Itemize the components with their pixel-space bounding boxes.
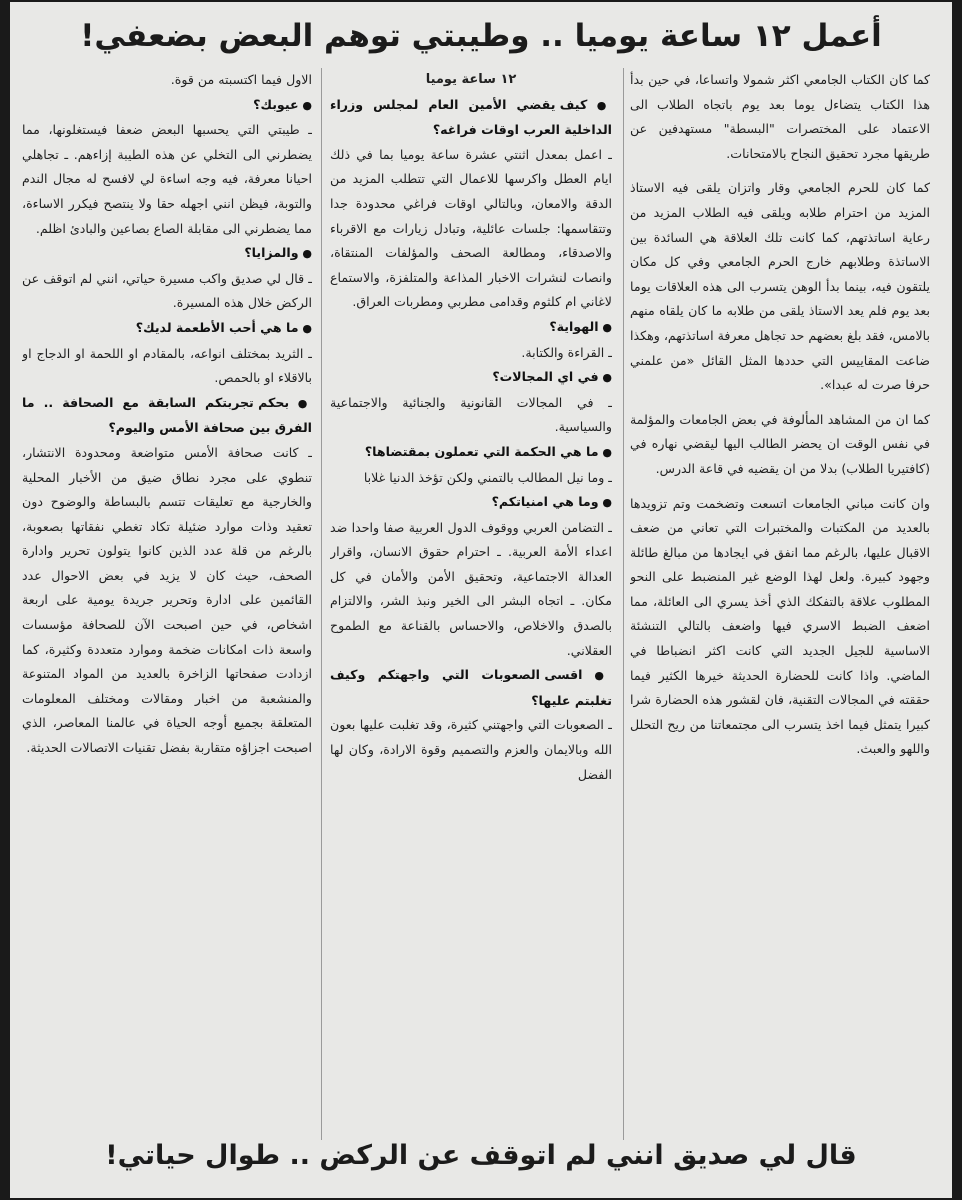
answer: ـ اعمل بمعدل اثنتي عشرة ساعة يوميا بما في ذلك ايام العطل واكرسها للاعمال التي تتطلب المزيد من الدقة والامعان، وبالتالي اوقات فراغي محدودة جدا وتتقاسمها: جلسات عائلية، وتبادل زيارات مع الاقرباء والاصدقاء، ومطالعة الصحف والمؤلفات المنتقاة، وانصات لنشرات الاخبار المذاعة والمتلفزة، والاستماع لاغاني ام كلثوم وقدامى مطربي ومطربات العراق.: [330, 146, 612, 310]
paragraph: وان كانت مباني الجامعات اتسعت وتضخمت وتم تزويدها بالعديد من المكتبات والمختبرات التي تعاني من ضعف الاقبال عليها، بالرغم مما انفق في ايجادها من مبالغ طائلة وجهود كبيرة. ولعل لهذا الوضع غير المنضبط على النحو المطلوب علاقة بالتفكك الذي أخذ يسري الى العائلة، مما اضعف الضبط الاسري فيها واضعف بالتالي التنشئة الاساسية للجيل الجديد التي كانت اكثر انضباطا في الماضي. واذا كانت للحضارة الحديثة خيرها الكثير فيما حققته في المجالات التقنية، فان لقشور هذه الحضارة شرا كبيرا يتمثل فيما اخذ يتسرب الى مجتمعاتنا من ريح التحلل واللهو والعبث.: [630, 495, 930, 757]
answer: ـ في المجالات القانونية والجنائية والاجتماعية والسياسية.: [330, 394, 612, 435]
paragraph: كما كان للحرم الجامعي وقار واتزان يلقى فيه الاستاذ المزيد من احترام طلابه ويلقى فيه الطلاب المزيد من رعاية اساتذتهم، كما كانت تلك العلاقة هي السائدة بين الاساتذة وطلابهم خارج الحرم الجامعي وفي كل مكان يلتقون فيه، بينما بدأ الوهن يتسرب الى هذه العلاقات يوما بعد يوم فلم يعد الاستاذ يلقى من طلابه ما كان يلقاه منهم بالامس، فقد بلغ بعضهم حد تجاهل معرفة اساتذتهم، وهكذا ضاعت المقاييس التي حددها المثل القائل «من علمني حرفا صرت له عبدا».: [630, 180, 930, 393]
column-right: [630, 68, 930, 1140]
answer: ـ الثريد بمختلف انواعه، بالمقادم او اللحمة او الدجاج او بالاقلاء او بالحمص.: [22, 345, 312, 386]
question: ● وما هي امنياتكم؟: [330, 490, 612, 516]
question: ● بحكم تجربتكم السابقة مع الصحافة .. ما الفرق بين صحافة الأمس واليوم؟: [22, 391, 312, 441]
footer-headline: قال لي صديق انني لم اتوقف عن الركض .. طوال حياتي!: [105, 1140, 857, 1171]
paragraph: كما كان الكتاب الجامعي اكثر شمولا واتساعا، في حين بدأ هذا الكتاب يتضاءل يوما بعد يوم باتجاه الطلاب الى الاعتماد على المختصرات "البسطة" مستهدفين عن طريقها مجرد تحقيق النجاح بالامتحانات.: [630, 72, 930, 161]
paragraph: كما ان من المشاهد المألوفة في بعض الجامعات والمؤلمة في نفس الوقت ان يحضر الطالب اليها ليقضي نهاره في (كافتيريا الطلاب) بدلا من ان يقضيه في قاعة الدرس.: [630, 411, 930, 476]
column-divider: [321, 68, 322, 1140]
headline: أعمل ١٢ ساعة يوميا .. وطيبتي توهم البعض بضعفي!: [80, 18, 882, 54]
answer: ـ القراءة والكتابة.: [521, 344, 612, 360]
question: ● الهواية؟: [330, 315, 612, 341]
section-subtitle: ١٢ ساعة يوميا: [425, 72, 517, 87]
question: ● والمزايا؟: [22, 241, 312, 267]
answer: ـ طيبتي التي يحسبها البعض ضعفا فيستغلونها، مما يضطرني الى التخلي عن هذه الطيبة إزاءهم. ـ تجاهلي احيانا معرفة، فيه وجه اساءة لي لافسح له مجال الندم والتوبة، فيظن انني اجهله حقا ولا ينتصح فيكرر الاساءة، مما يضطرني الى مقابلة الصاع بصاعين والبادئ اظلم.: [22, 122, 312, 236]
question: ● في اي المجالات؟: [330, 365, 612, 391]
answer: ـ كانت صحافة الأمس متواضعة ومحدودة الانتشار، تنطوي على مجرد نطاق ضيق من الأخبار المحلية والخارجية مع تعليقات تتسم بالبساطة والوضوح دون تعقيد وذات موارد ضئيلة تكاد تغطي نفقاتها بصعوبة، بالرغم من قلة عدد الذين كانوا يتولون تحرير وادارة الصحف، حيث كان لا يزيد في بعض الاحوال عدد القائمين على ادارة وتحرير جريدة يومية على اربعة اشخاص، في حين اصبحت الآن للصحافة مؤسسات واسعة ذات امكانات ضخمة وموارد متعددة وكثيرة، كما ازدادت صفحاتها الزاخرة بالعديد من المواد المتنوعة والمنشعبة من اخبار ومقالات ومختلف المعلومات المتعلقة بجميع أوجه الحياة في عالمنا المعاصر، الذي اصبحت اجزاؤه متقاربة بفضل تقنيات الاتصالات الحديثة.: [22, 444, 312, 756]
paragraph: الاول فيما اكتسبته من قوة.: [170, 72, 312, 87]
question: ● كيف يقضي الأمين العام لمجلس وزراء الداخلية العرب اوقات فراغه؟: [330, 93, 612, 143]
question: ● عيوبك؟: [22, 93, 312, 119]
column-left: [22, 68, 312, 1140]
newspaper-page: [10, 2, 952, 1198]
column-middle: [330, 68, 612, 1140]
answer: ـ الصعوبات التي واجهتني كثيرة، وقد تغلبت عليها بعون الله وبالايمان والعزم والتصميم وقوة الارادة، وكان لها الفضل: [330, 717, 612, 782]
answer: ـ التضامن العربي ووقوف الدول العربية صفا واحدا ضد اعداء الأمة العربية. ـ احترام حقوق الانسان، واقرار العدالة الاجتماعية، وتحقيق الأمن والأمان في كل مكان. ـ اتجاه البشر الى الخير ونبذ الشر، والالتزام بالصدق والاخلاص، والاحساس بالقناعة مع الطموح العقلاني.: [330, 519, 612, 658]
answer: ـ وما نيل المطالب بالتمني ولكن تؤخذ الدنيا غلابا: [363, 469, 612, 485]
question: ● اقسى الصعوبات التي واجهتكم وكيف تغلبتم عليها؟: [330, 663, 612, 713]
question: ● ما هي أحب الأطعمة لديك؟: [22, 316, 312, 342]
column-divider: [623, 68, 624, 1140]
answer: ـ قال لي صديق واكب مسيرة حياتي، انني لم اتوقف عن الركض خلال هذه المسيرة.: [22, 270, 312, 311]
question: ● ما هي الحكمة التي تعملون بمقتضاها؟: [330, 440, 612, 466]
